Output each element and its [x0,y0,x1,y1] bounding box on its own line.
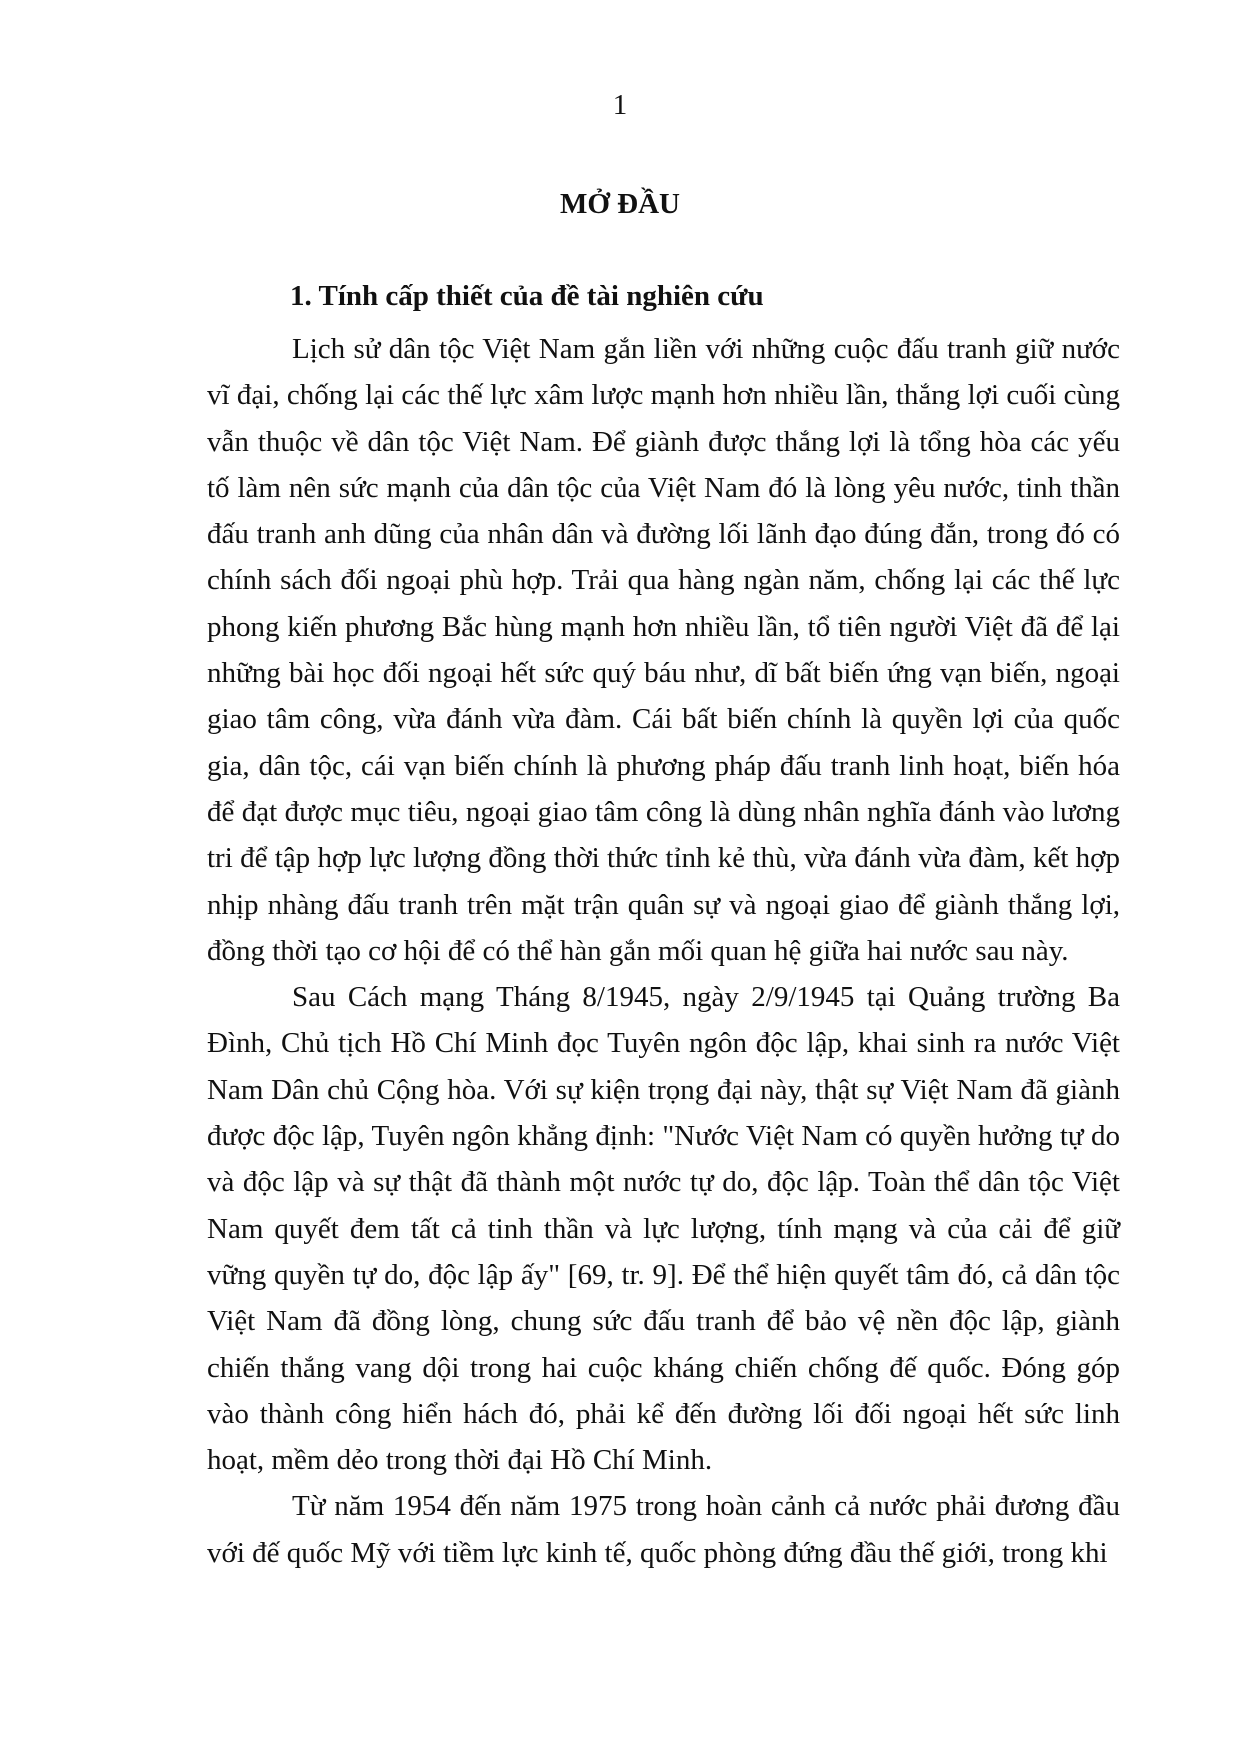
chapter-title: MỞ ĐẦU [559,188,680,220]
paragraph-1: Lịch sử dân tộc Việt Nam gắn liền với những cuộc đấu tranh giữ nước vĩ đại, chống lại các thế lực xâm lược mạnh hơn nhiều lần, thắng lợi cuối cùng vẫn thuộc về dân tộc Việt Nam. Để giành được thắng lợi là tổng hòa các yếu tố làm nên sức mạnh của dân tộc của Việt Nam đó là lòng yêu nước, tinh thần đấu tranh anh dũng của nhân dân và đường lối lãnh đạo đúng đắn, trong đó có chính sách đối ngoại phù hợp. Trải qua hàng ngàn năm, chống lại các thế lực phong kiến phương Bắc hùng mạnh hơn nhiều lần, tổ tiên người Việt đã để lại những bài học đối ngoại hết sức quý báu như, dĩ bất biến ứng vạn biến, ngoại giao tâm công, vừa đánh vừa đàm. Cái bất biến chính là quyền lợi của quốc gia, dân tộc, cái vạn biến chính là phương pháp đấu tranh linh hoạt, biến hóa để đạt được mục tiêu, ngoại giao tâm công là dùng nhân nghĩa đánh vào lương tri để tập hợp lực lượng đồng thời thức tỉnh kẻ thù, vừa đánh vừa đàm, kết hợp nhịp nhàng đấu tranh trên mặt trận quân sự và ngoại giao để giành thắng lợi, đồng thời tạo cơ hội để có thể hàn gắn mối quan hệ giữa hai nước sau này. [207,333,1120,967]
body-text [207,326,1120,1576]
page-number: 1 [612,89,628,121]
paragraph-3: Từ năm 1954 đến năm 1975 trong hoàn cảnh cả nước phải đương đầu với đế quốc Mỹ với tiềm lực kinh tế, quốc phòng đứng đầu thế giới, trong khi [207,1490,1120,1569]
paragraph-2: Sau Cách mạng Tháng 8/1945, ngày 2/9/1945 tại Quảng trường Ba Đình, Chủ tịch Hồ Chí Minh đọc Tuyên ngôn độc lập, khai sinh ra nước Việt Nam Dân chủ Cộng hòa. Với sự kiện trọng đại này, thật sự Việt Nam đã giành được độc lập, Tuyên ngôn khẳng định: "Nước Việt Nam có quyền hưởng tự do và độc lập và sự thật đã thành một nước tự do, độc lập. Toàn thể dân tộc Việt Nam quyết đem tất cả tinh thần và lực lượng, tính mạng và của cải để giữ vững quyền tự do, độc lập ấy" [69, tr. 9]. Để thể hiện quyết tâm đó, cả dân tộc Việt Nam đã đồng lòng, chung sức đấu tranh để bảo vệ nền độc lập, giành chiến thắng vang dội trong hai cuộc kháng chiến chống đế quốc. Đóng góp vào thành công hiển hách đó, phải kể đến đường lối đối ngoại hết sức linh hoạt, mềm dẻo trong thời đại Hồ Chí Minh. [207,981,1120,1477]
section-heading: 1. Tính cấp thiết của đề tài nghiên cứu [290,280,764,312]
